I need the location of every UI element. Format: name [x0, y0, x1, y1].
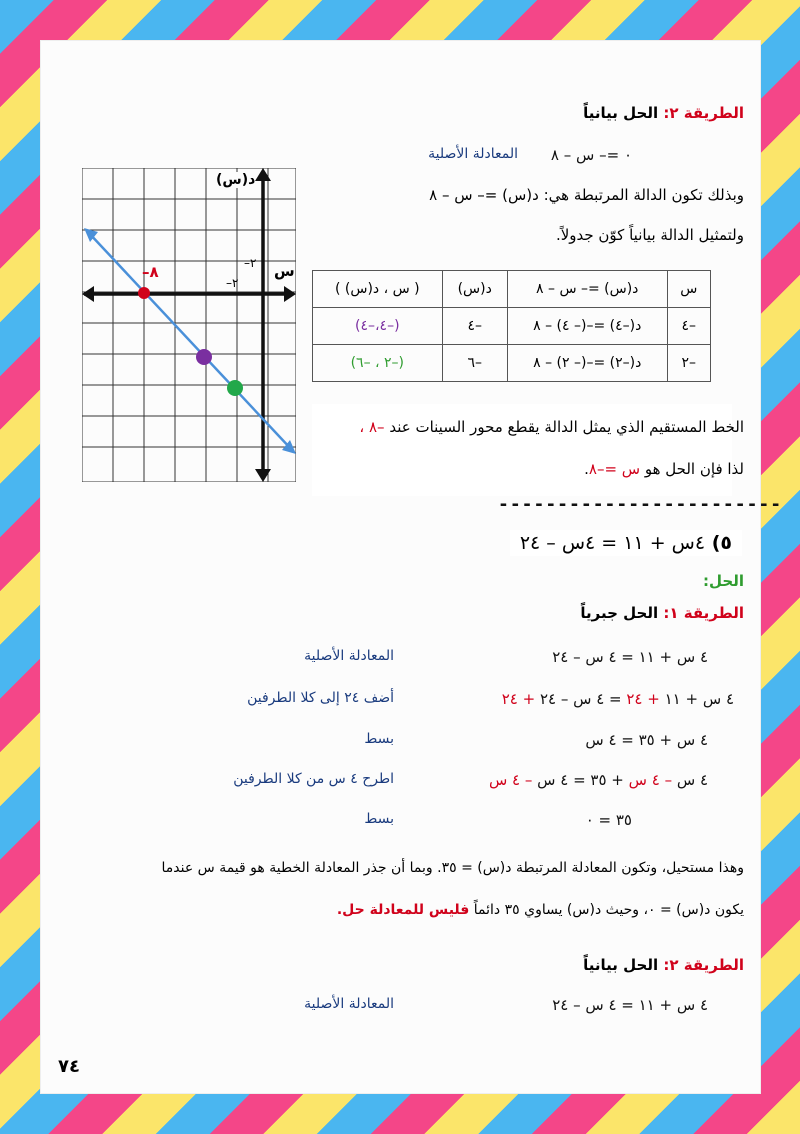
- problem-number: ٥): [711, 532, 732, 554]
- method2-heading-second: [583, 956, 744, 974]
- table-cell: –٢: [667, 345, 710, 382]
- y-tick-label: –٢: [244, 256, 257, 270]
- function-definition: وبذلك تكون الدالة المرتبطة هي: د(س) =– س – ٨: [429, 186, 744, 204]
- table-cell: –٤: [442, 308, 507, 345]
- table-row: [313, 345, 711, 382]
- table-header: د(س): [442, 271, 507, 308]
- original-equation-second: ٤ س + ١١ = ٤ س – ٢٤: [552, 996, 708, 1014]
- x-axis-arrow-right: [284, 286, 296, 302]
- method-label: الطريقة ١:: [663, 604, 744, 622]
- step-4-expr: [489, 771, 708, 789]
- method1-heading: [580, 604, 744, 622]
- step-1-note: المعادلة الأصلية: [304, 648, 394, 664]
- expr-part: + ٣٥ = ٤ س: [532, 771, 629, 789]
- step-2-expr: [502, 690, 734, 708]
- section-separator: ------------------------: [498, 494, 783, 515]
- x-axis-label: س: [274, 262, 295, 280]
- solution-text: لذا فإن الحل هو: [640, 460, 744, 478]
- method2-heading: [583, 104, 744, 122]
- paragraph-line1: وهذا مستحيل، وتكون المعادلة المرتبطة د(س) = ٣٥. وبما أن جذر المعادلة الخطية هو قيمة س عندما: [161, 860, 744, 876]
- step-3-note: بسط: [364, 731, 394, 747]
- table-header-row: [313, 271, 711, 308]
- page-number: ٧٤: [58, 1056, 80, 1077]
- x-tick-label: –٢: [226, 276, 239, 290]
- method-title: الحل بيانياً: [583, 104, 659, 122]
- step-5-expr: ٣٥ = ٠: [585, 811, 632, 829]
- expr-part: ٤ س + ١١: [659, 690, 734, 708]
- graph-svg: [82, 168, 296, 482]
- table-cell: د(–٤) =–(– ٤) – ٨: [507, 308, 667, 345]
- expr-subtracted: – ٤ س: [488, 771, 533, 789]
- conclusion-text: الخط المستقيم الذي يمثل الدالة يقطع محور السينات عند: [389, 418, 744, 436]
- table-header: د(س) =– س – ٨: [507, 271, 667, 308]
- x-intercept-point: [138, 287, 150, 299]
- table-cell: –٤: [667, 308, 710, 345]
- step-3-expr: ٤ س + ٣٥ = ٤ س: [585, 731, 708, 749]
- expr-subtracted: – ٤ س: [628, 771, 673, 789]
- y-axis-label: د(س): [216, 172, 256, 188]
- point-minus4: [196, 349, 212, 365]
- solution-label: الحل:: [703, 572, 744, 590]
- paragraph-text: يكون د(س) = ٠، وحيث د(س) يساوي ٣٥ دائماً: [469, 902, 744, 918]
- method-title: الحل جبرياً: [580, 604, 659, 622]
- no-solution-text: فليس للمعادلة حل.: [336, 902, 470, 918]
- step-2-note: أضف ٢٤ إلى كلا الطرفين: [247, 690, 394, 706]
- paragraph-line2: [337, 902, 744, 918]
- conclusion-value: –٨ ،: [359, 418, 390, 436]
- table-intro: ولتمثيل الدالة بيانياً كوّن جدولاً.: [555, 226, 744, 244]
- method-title: الحل بيانياً: [583, 956, 659, 974]
- table-cell: –٦: [442, 345, 507, 382]
- problem-5: [510, 530, 742, 556]
- coordinate-graph: [82, 168, 296, 482]
- intercept-label: –٨: [142, 263, 159, 281]
- conclusion-line1: [359, 418, 744, 436]
- solution-value: س =–٨: [588, 460, 641, 478]
- table-cell: (–٢ ، –٦): [313, 345, 443, 382]
- original-equation-note: المعادلة الأصلية: [428, 146, 518, 162]
- expr-part: ٤ س: [672, 771, 708, 789]
- step-1-expr: ٤ س + ١١ = ٤ س – ٢٤: [552, 648, 708, 666]
- original-equation-note-second: المعادلة الأصلية: [304, 996, 394, 1012]
- method-label: الطريقة ٢:: [663, 104, 744, 122]
- step-4-note: اطرح ٤ س من كلا الطرفين: [233, 771, 394, 787]
- x-axis-arrow-left: [82, 286, 94, 302]
- problem-expression: ٤س + ١١ = ٤س – ٢٤: [519, 532, 706, 554]
- expr-added: + ٢٤: [501, 690, 536, 708]
- expr-part: = ٤ س – ٢٤: [535, 690, 627, 708]
- values-table: [312, 270, 711, 382]
- method-label: الطريقة ٢:: [663, 956, 744, 974]
- solution-end: .: [584, 460, 589, 478]
- y-axis-arrow-down: [255, 469, 271, 482]
- table-cell: (–٤،–٤): [313, 308, 443, 345]
- conclusion-line2: [584, 460, 744, 478]
- table-header: ( س ، د(س) ): [313, 271, 443, 308]
- table-header: س: [667, 271, 710, 308]
- original-equation: ٠ =– س – ٨: [550, 146, 632, 164]
- values-table-wrap: [312, 270, 711, 382]
- table-cell: د(–٢) =–(– ٢) – ٨: [507, 345, 667, 382]
- y-axis-arrow-up: [255, 168, 271, 181]
- point-minus2: [227, 380, 243, 396]
- table-row: [313, 308, 711, 345]
- step-5-note: بسط: [364, 811, 394, 827]
- expr-added: + ٢٤: [626, 690, 660, 708]
